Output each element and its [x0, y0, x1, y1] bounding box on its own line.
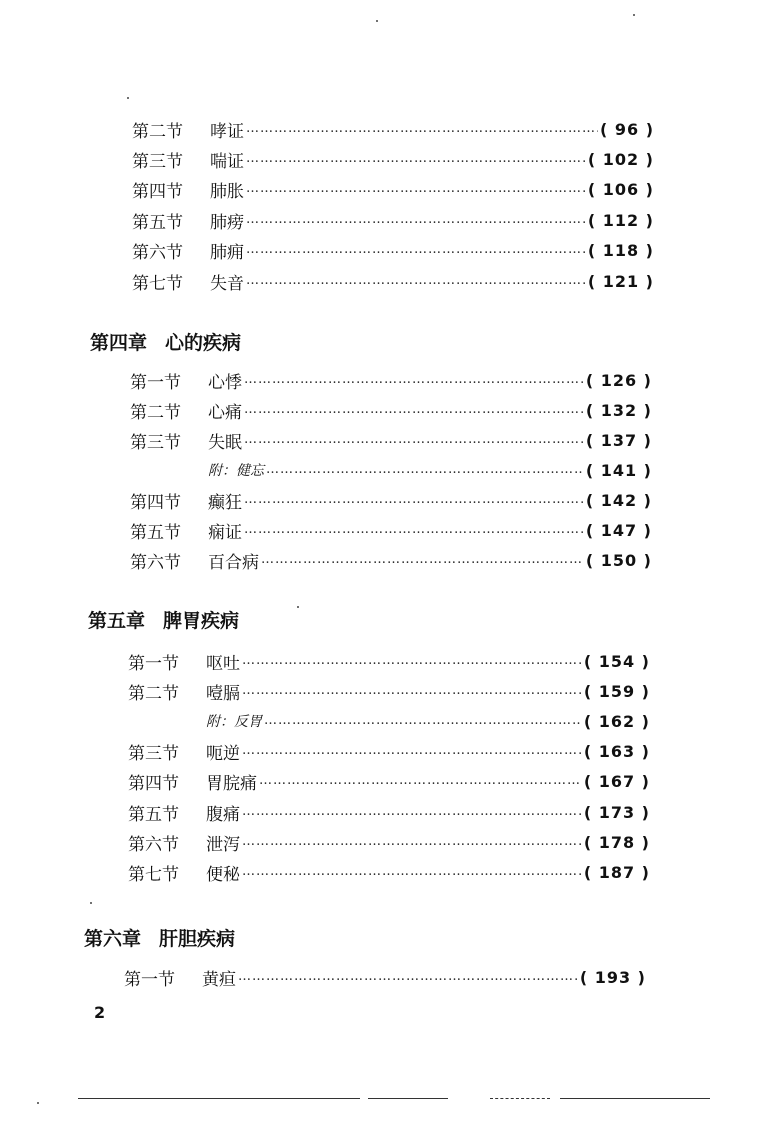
page-reference: ( 96 )	[599, 119, 654, 139]
toc-entry	[132, 116, 654, 142]
page-reference: ( 163 )	[583, 741, 650, 761]
dot-leader	[246, 237, 586, 263]
section-title: 呕吐	[206, 653, 240, 674]
page-reference: ( 178 )	[583, 832, 650, 852]
dot-leader	[246, 116, 598, 142]
section-number: 第三节	[128, 743, 179, 764]
section-number: 第二节	[130, 402, 181, 423]
section-number: 第一节	[124, 969, 175, 990]
section-number: 第三节	[130, 432, 181, 453]
section-title: 肺痨	[210, 212, 244, 233]
dot-leader	[238, 964, 578, 990]
chapter-title: 心的疾病	[165, 332, 242, 354]
scan-speck	[127, 97, 129, 99]
dot-leader	[242, 738, 582, 764]
page-reference: ( 126 )	[585, 370, 652, 390]
page-reference: ( 121 )	[587, 271, 654, 291]
section-number: 第二节	[128, 683, 179, 704]
dot-leader	[246, 146, 586, 172]
toc-entry	[128, 648, 650, 674]
dot-leader	[242, 799, 582, 825]
section-number: 第七节	[128, 864, 179, 885]
toc-entry	[128, 799, 650, 825]
chapter-heading	[90, 328, 241, 355]
chapter-number: 第六章	[84, 928, 142, 950]
scan-speck	[90, 902, 92, 904]
toc-entry	[128, 768, 650, 794]
toc-entry	[130, 517, 652, 543]
toc-entry	[130, 427, 652, 453]
page-reference: ( 162 )	[583, 711, 650, 731]
section-number: 第五节	[128, 804, 179, 825]
section-title: 噎膈	[206, 683, 240, 704]
page-reference: ( 142 )	[585, 490, 652, 510]
dot-leader	[244, 517, 584, 543]
page-reference: ( 167 )	[583, 771, 650, 791]
section-title: 喘证	[210, 151, 244, 172]
appendix-title: 附：反胃	[206, 714, 262, 730]
chapter-heading	[88, 606, 239, 633]
toc-entry	[128, 678, 650, 704]
bottom-rule-line	[78, 1098, 360, 1099]
toc-entry	[132, 237, 654, 263]
toc-entry	[132, 207, 654, 233]
scan-speck	[37, 1102, 39, 1104]
page-reference: ( 150 )	[585, 550, 652, 570]
section-number: 第四节	[132, 181, 183, 202]
dot-leader	[242, 829, 582, 855]
toc-entry	[130, 397, 652, 423]
scan-speck	[633, 14, 635, 16]
dot-leader	[242, 859, 582, 885]
dot-leader	[244, 427, 584, 453]
toc-entry	[130, 367, 652, 393]
section-number: 第四节	[130, 492, 181, 513]
dot-leader	[264, 708, 582, 734]
section-title: 失眠	[208, 432, 242, 453]
dot-leader	[244, 487, 584, 513]
section-number: 第一节	[130, 372, 181, 393]
page-reference: ( 137 )	[585, 430, 652, 450]
chapter-number: 第四章	[90, 332, 148, 354]
toc-entry	[124, 964, 646, 990]
page-reference: ( 141 )	[585, 460, 652, 480]
section-title: 癫狂	[208, 492, 242, 513]
toc-entry	[132, 176, 654, 202]
dot-leader	[246, 268, 586, 294]
dot-leader	[259, 768, 582, 794]
bottom-rule-line	[490, 1098, 550, 1099]
section-title: 泄泻	[206, 834, 240, 855]
page-reference: ( 147 )	[585, 520, 652, 540]
page-reference: ( 154 )	[583, 651, 650, 671]
page-reference: ( 159 )	[583, 681, 650, 701]
toc-entry	[132, 268, 654, 294]
section-number: 第五节	[130, 522, 181, 543]
toc-entry	[128, 859, 650, 885]
section-title: 百合病	[208, 552, 259, 573]
dot-leader	[261, 547, 584, 573]
page-reference: ( 118 )	[587, 240, 654, 260]
section-number: 第五节	[132, 212, 183, 233]
scan-speck	[376, 20, 378, 22]
page-reference: ( 102 )	[587, 149, 654, 169]
section-number: 第六节	[128, 834, 179, 855]
page-reference: ( 193 )	[579, 967, 646, 987]
section-title: 肺痈	[210, 242, 244, 263]
dot-leader	[244, 397, 584, 423]
section-title: 心悸	[208, 372, 242, 393]
section-title: 痫证	[208, 522, 242, 543]
section-title: 肺胀	[210, 181, 244, 202]
page-reference: ( 132 )	[585, 400, 652, 420]
section-title: 失音	[210, 273, 244, 294]
section-number: 第六节	[130, 552, 181, 573]
toc-entry	[128, 738, 650, 764]
page-reference: ( 106 )	[587, 179, 654, 199]
toc-entry	[130, 487, 652, 513]
toc-sub-entry	[128, 708, 650, 734]
toc-entry	[130, 547, 652, 573]
toc-sub-entry	[130, 457, 652, 483]
dot-leader	[246, 207, 586, 233]
section-title: 黄疸	[202, 969, 236, 990]
bottom-rule-line	[368, 1098, 448, 1099]
appendix-title: 附：健忘	[208, 463, 264, 479]
chapter-title: 肝胆疾病	[159, 928, 236, 950]
section-number: 第六节	[132, 242, 183, 263]
dot-leader	[244, 367, 584, 393]
section-title: 胃脘痛	[206, 773, 257, 794]
section-number: 第七节	[132, 273, 183, 294]
page-number: 2	[94, 1003, 106, 1022]
section-number: 第四节	[128, 773, 179, 794]
toc-entry	[128, 829, 650, 855]
section-number: 第一节	[128, 653, 179, 674]
chapter-number: 第五章	[88, 610, 146, 632]
scan-speck	[297, 606, 299, 608]
chapter-heading	[84, 924, 235, 951]
toc-entry	[132, 146, 654, 172]
page-reference: ( 187 )	[583, 862, 650, 882]
section-title: 腹痛	[206, 804, 240, 825]
dot-leader	[246, 176, 586, 202]
section-number: 第三节	[132, 151, 183, 172]
section-number: 第二节	[132, 121, 183, 142]
section-title: 便秘	[206, 864, 240, 885]
bottom-rule-line	[560, 1098, 710, 1099]
chapter-title: 脾胃疾病	[163, 610, 240, 632]
page-reference: ( 173 )	[583, 802, 650, 822]
dot-leader	[242, 678, 582, 704]
section-title: 哮证	[210, 121, 244, 142]
dot-leader	[242, 648, 582, 674]
dot-leader	[266, 457, 584, 483]
section-title: 呃逆	[206, 743, 240, 764]
page-reference: ( 112 )	[587, 210, 654, 230]
section-title: 心痛	[208, 402, 242, 423]
